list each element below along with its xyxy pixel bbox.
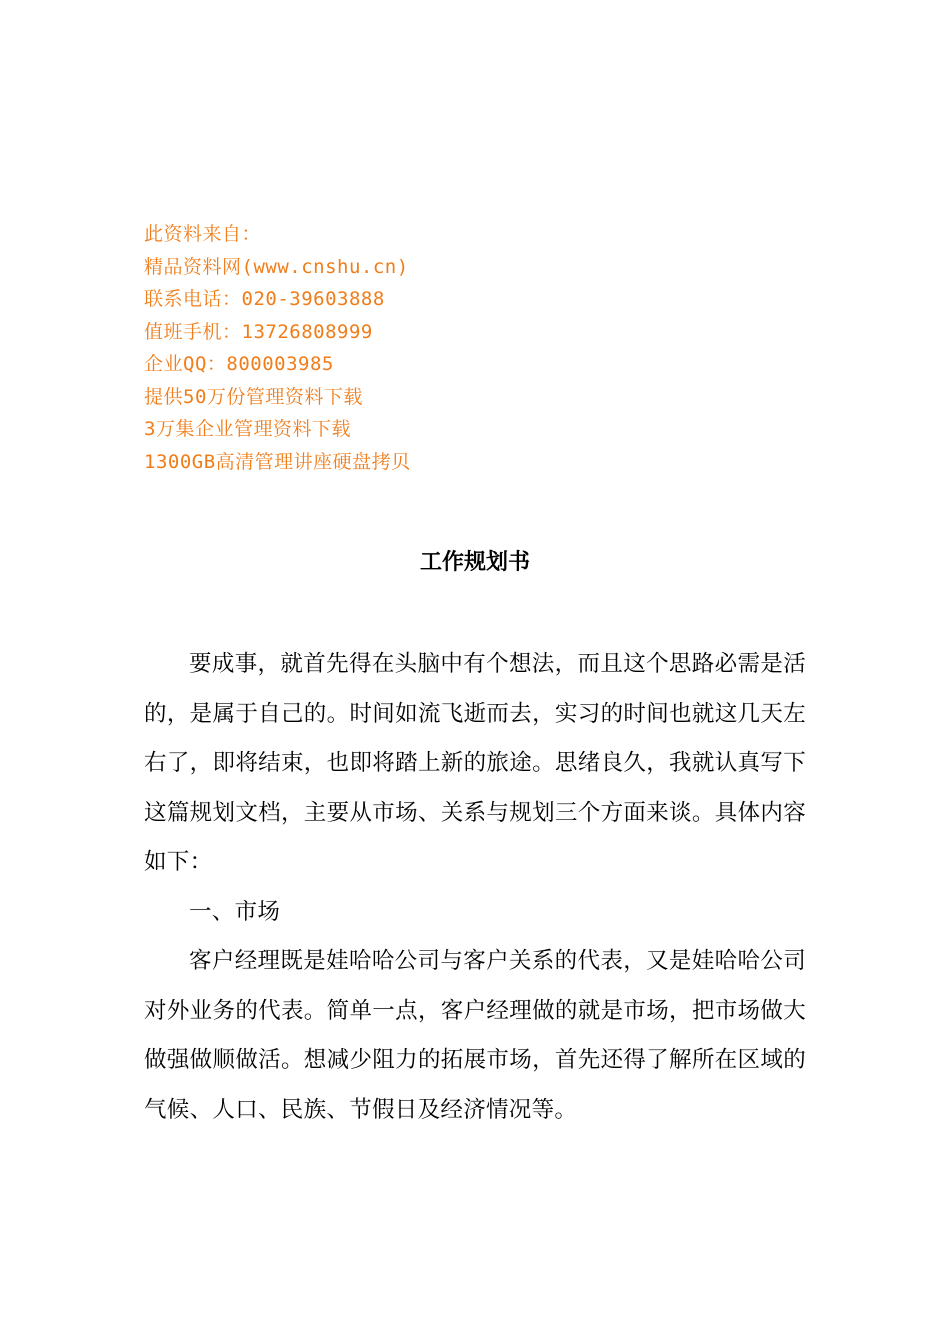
phone-line: 联系电话：020-39603888 <box>144 288 385 310</box>
offer-line-2: 3万集企业管理资料下载 <box>144 418 351 440</box>
section-heading-market: 一、市场 <box>189 898 281 925</box>
source-line: 此资料来自： <box>144 223 262 245</box>
document-title: 工作规划书 <box>419 550 530 575</box>
website-line: 精品资料网(www.cnshu.cn) <box>144 255 409 278</box>
mobile-line: 值班手机：13726808999 <box>144 320 373 343</box>
source-info-block <box>144 218 644 478</box>
intro-paragraph: 要成事，就首先得在头脑中有个想法，而且这个思路必需是活的，是属于自己的。时间如流飞逝而去，实习的时间也就这几天左右了，即将结束，也即将踏上新的旅途。思绪良久，我就认真写下这篇规划文档，主要从市场、关系与规划三个方面来谈。具体内容如下： <box>144 651 806 875</box>
market-paragraph: 客户经理既是娃哈哈公司与客户关系的代表，又是娃哈哈公司对外业务的代表。简单一点，客户经理做的就是市场，把市场做大做强做顺做活。想减少阻力的拓展市场，首先还得了解所在区域的气候、人口、民族、节假日及经济情况等。 <box>144 948 806 1123</box>
qq-line: 企业QQ：800003985 <box>144 353 334 375</box>
offer-line-3: 1300GB高清管理讲座硬盘拷贝 <box>144 450 411 473</box>
document-body <box>144 640 806 1135</box>
offer-line-1: 提供50万份管理资料下载 <box>144 385 363 408</box>
